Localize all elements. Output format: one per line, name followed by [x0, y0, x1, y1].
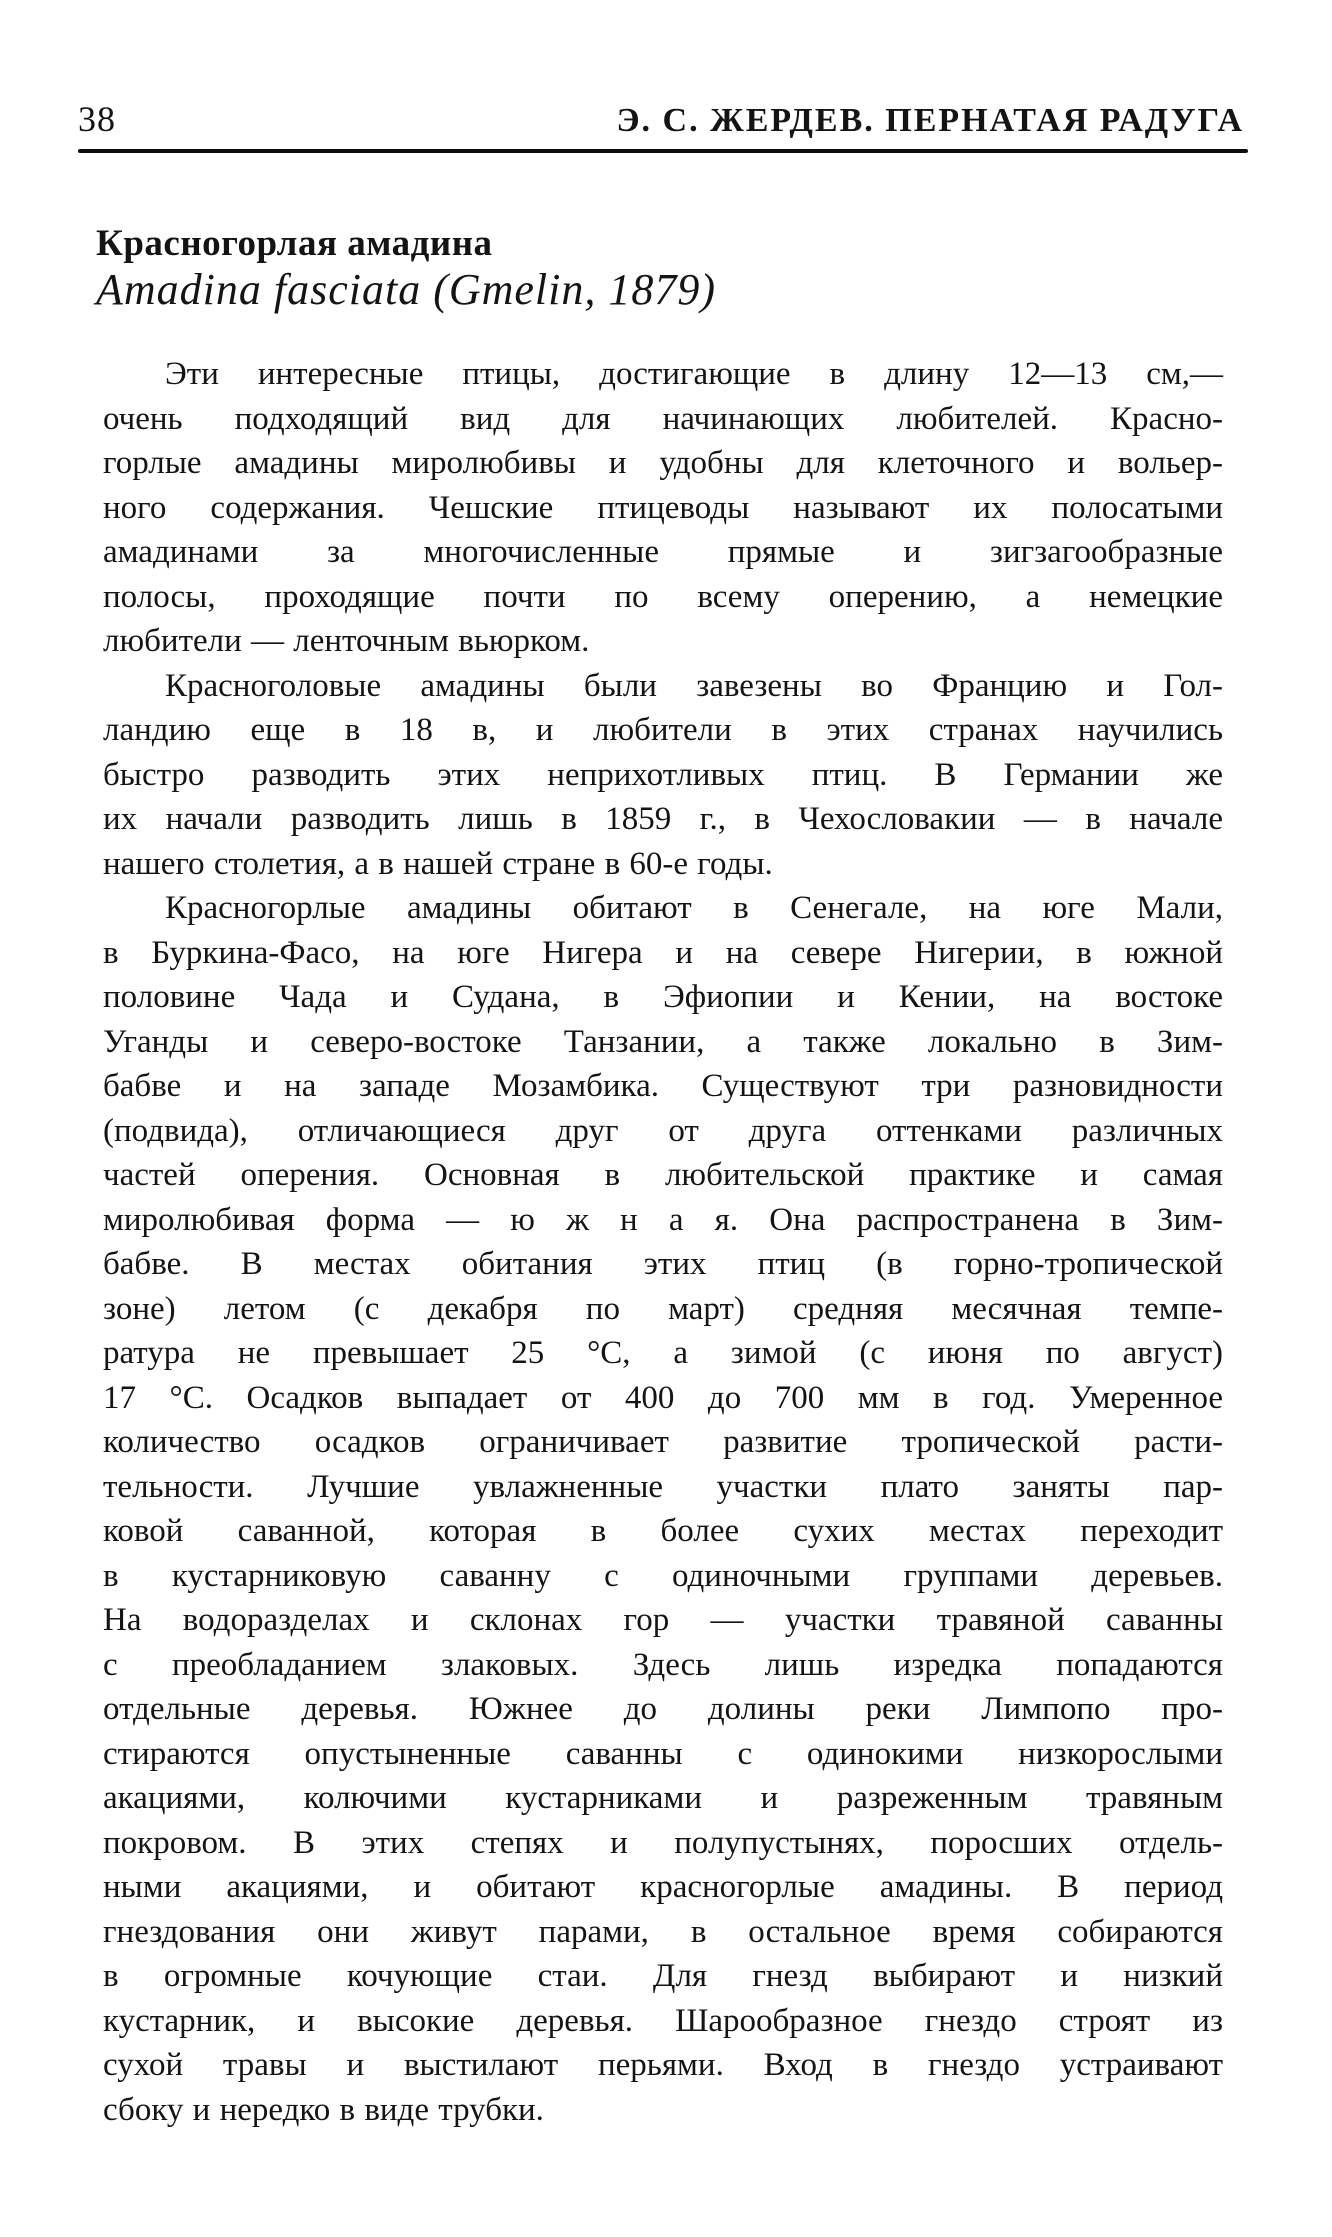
text-line: Уганды и северо-востоке Танзании, а также локально в Зим-	[103, 1023, 1223, 1060]
text-line: отдельные деревья. Южнее до долины реки Лимпопо про-	[103, 1691, 1223, 1727]
running-title: Э. С. ЖЕРДЕВ. ПЕРНАТАЯ РАДУГА	[616, 102, 1244, 139]
page-number: 38	[78, 99, 116, 139]
species-name-latin: Amadina fasciata (Gmelin, 1879)	[96, 265, 717, 314]
text-line: их начали разводить лишь в 1859 г., в Чехословакии — в начале	[103, 801, 1223, 837]
text-line: бабве. В местах обитания этих птиц (в горно-тропической	[103, 1246, 1223, 1282]
text-line: ными акациями, и обитают красногорлые амадины. В период	[103, 1869, 1223, 1905]
text-line: с преобладанием злаковых. Здесь лишь изредка попадаются	[103, 1646, 1223, 1683]
text-line: в Буркина-Фасо, на юге Нигера и на севере Нигерии, в южной	[103, 934, 1223, 971]
text-line: в огромные кочующие стаи. Для гнезд выбирают и низкий	[103, 1958, 1223, 1994]
text-line: (подвида), отличающиеся друг от друга оттенками различных	[103, 1112, 1223, 1149]
text-line: ландию еще в 18 в, и любители в этих странах научились	[103, 712, 1223, 748]
text-line: сухой травы и выстилают перьями. Вход в гнездо устраивают	[103, 2047, 1223, 2083]
text-line: тельности. Лучшие увлажненные участки плато заняты пар-	[103, 1468, 1223, 1505]
text-line: в кустарниковую саванну с одиночными группами деревьев.	[103, 1557, 1223, 1594]
text-line: любители — ленточным вьюрком.	[103, 623, 590, 659]
text-line: частей оперения. Основная в любительской практике и самая	[103, 1157, 1223, 1193]
article-title: Красногорлая амадина	[96, 223, 493, 264]
header-rule-divider	[78, 149, 1248, 153]
text-line: На водоразделах и склонах гор — участки травяной саванны	[103, 1602, 1223, 1638]
text-line: Эти интересные птицы, достигающие в длину 12—13 см,—	[165, 356, 1223, 392]
text-line: стираются опустыненные саванны с одинокими низкорослыми	[103, 1735, 1223, 1772]
text-line: ковой саванной, которая в более сухих местах переходит	[103, 1513, 1223, 1549]
text-line: половине Чада и Судана, в Эфиопии и Кении, на востоке	[103, 979, 1223, 1015]
text-line: покровом. В этих степях и полупустынях, поросших отдель-	[103, 1824, 1223, 1861]
paragraph	[103, 886, 1223, 2132]
text-line: Красноголовые амадины были завезены во Францию и Гол-	[165, 667, 1223, 704]
text-line: нашего столетия, а в нашей стране в 60-е годы.	[103, 845, 773, 882]
text-line: горлые амадины миролюбивы и удобны для клеточного и вольер-	[103, 445, 1223, 481]
text-line: ратура не превышает 25 °С, а зимой (с июня по август)	[103, 1335, 1223, 1371]
text-line: сбоку и нередко в виде трубки.	[103, 2091, 544, 2128]
text-line: быстро разводить этих неприхотливых птиц. В Германии же	[103, 756, 1223, 793]
text-line: зоне) летом (с декабря по март) средняя месячная темпе-	[103, 1290, 1223, 1327]
text-line: амадинами за многочисленные прямые и зигзагообразные	[103, 534, 1223, 570]
text-line: полосы, проходящие почти по всему оперению, а немецкие	[103, 578, 1223, 615]
paragraph	[103, 664, 1223, 887]
paragraph	[103, 352, 1223, 664]
running-header	[78, 98, 1244, 140]
text-line: бабве и на западе Мозамбика. Существуют три разновидности	[103, 1068, 1223, 1104]
body-text	[103, 352, 1223, 2132]
text-line: 17 °С. Осадков выпадает от 400 до 700 мм в год. Умеренное	[103, 1379, 1223, 1416]
text-line: акациями, колючими кустарниками и разреженным травяным	[103, 1780, 1223, 1816]
text-line: гнездования они живут парами, в остальное время собираются	[103, 1913, 1223, 1950]
text-line: кустарник, и высокие деревья. Шарообразное гнездо строят из	[103, 2002, 1223, 2039]
text-line: очень подходящий вид для начинающих любителей. Красно-	[103, 400, 1223, 437]
text-line: Красногорлые амадины обитают в Сенегале, на юге Мали,	[165, 890, 1223, 926]
text-line: миролюбивая форма — ю ж н а я. Она распространена в Зим-	[103, 1201, 1223, 1238]
text-line: количество осадков ограничивает развитие тропической расти-	[103, 1424, 1223, 1460]
text-line: ного содержания. Чешские птицеводы называют их полосатыми	[103, 489, 1223, 526]
